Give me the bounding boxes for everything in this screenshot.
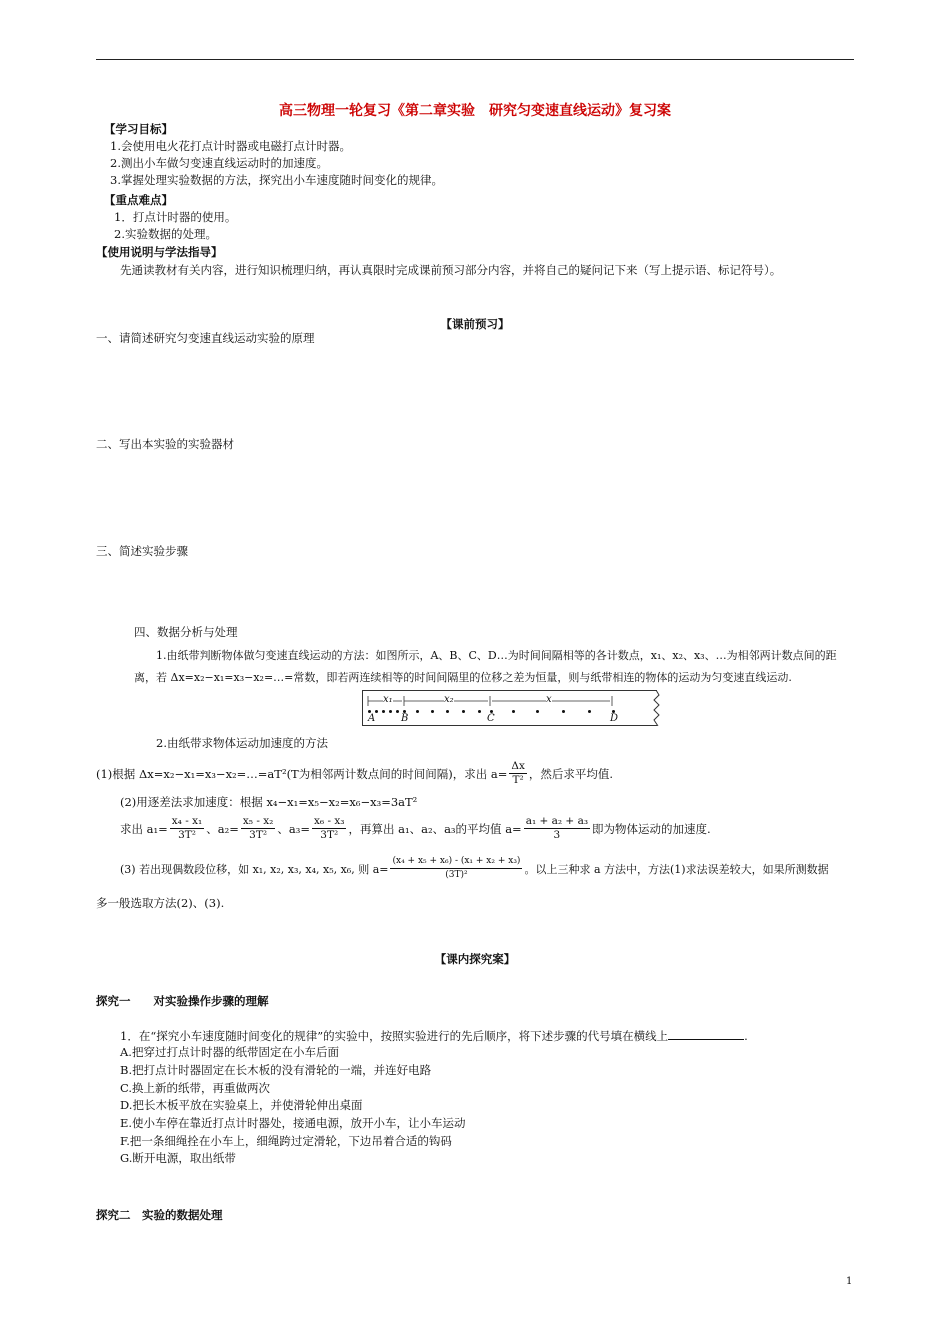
tape-dot [389,710,392,713]
analysis-p1-line1: 1.由纸带判断物体做匀变速直线运动的方法：如图所示，A、B、C、D…为时间间隔相等的各计数点，x₁、x₂、x₃、…为相邻两计数点间的距 [156,649,837,662]
tape-dot [588,710,591,713]
tape-x2-label: x₂ [444,694,454,705]
inquiry-2-heading: 探究二 实验的数据处理 [96,1208,223,1222]
analysis-p2-heading: 2.由纸带求物体运动加速度的方法 [156,736,328,750]
preview-question-2: 二、写出本实验的实验器材 [96,437,234,451]
average-denominator: 3 [553,829,561,841]
average-numerator: a₁ + a₂ + a₃ [525,815,589,827]
step-d: D.把长木板平放在实验桌上，并使滑轮伸出桌面 [120,1098,363,1112]
tape-dot [396,710,399,713]
method-1-denominator: T² [512,774,524,786]
step-c: C.换上新的纸带，再重做两次 [120,1081,271,1095]
tape-dot [382,710,385,713]
method-2-line1: (2)用逐差法求加速度：根据 x₄−x₁=x₅−x₂=x₆−x₃=3aT² [120,795,418,809]
method-1-text: (1)根据 Δx=x₂−x₁=x₃−x₂=…=aT²(T为相邻两计数点间的时间间隔)，求出 a= [96,766,508,781]
a3-fraction [312,815,347,842]
analysis-p1-line2: 离，若 Δx=x₂−x₁=x₃−x₂=…=常数，即若两连续相等的时间间隔里的位移之差为恒量，则与纸带相连的物体的运动为匀变速直线运动. [134,671,792,684]
header-rule [96,59,854,60]
a1-denominator: 3T² [178,829,196,841]
method-2-sep-1: 、a₂= [206,821,239,836]
guide-text: 先通读教材有关内容，进行知识梳理归纳，再认真限时完成课前预习部分内容，并将自己的疑问记下来（写上提示语、标记符号）。 [120,263,782,277]
method-3-suffix: 。以上三种求 a 方法中，方法(1)求法误差较大，如果所测数据 [524,862,829,876]
step-g: G.断开电源，取出纸带 [120,1151,236,1165]
page-title: 高三物理一轮复习《第二章实验 研究匀变速直线运动》复习案 [279,103,671,119]
a1-numerator: x₄ - x₁ [171,815,203,827]
method-2-prefix: 求出 a₁= [120,821,168,836]
step-a: A.把穿过打点计时器的纸带固定在小车后面 [120,1045,339,1059]
key-point-2: 2.实验数据的处理。 [114,227,217,241]
tape-dot [375,710,378,713]
method-1-numerator: Δx [511,760,525,772]
average-fraction [524,815,590,842]
inquiry-1-question [120,1028,748,1044]
tape-label-b: B [401,713,409,724]
tape-dot [478,710,481,713]
key-point-1: 1．打点计时器的使用。 [114,210,237,224]
inquiry-1-heading: 探究一 对实验操作步骤的理解 [96,994,269,1008]
preview-question-3: 三、简述实验步骤 [96,544,188,558]
method-1-fraction [509,760,527,787]
tape-x-label: x [546,694,552,705]
method-3-denominator: (3T)² [445,870,468,880]
key-points-heading: 【重点难点】 [104,193,173,207]
tape-label-d: D [610,713,619,724]
method-2-sep-3: ，再算出 a₁、a₂、a₃的平均值 a= [348,821,522,836]
guide-heading: 【使用说明与学法指导】 [96,245,223,259]
tape-x1-label: x₁ [383,694,393,705]
preview-question-1: 一、请简述研究匀变速直线运动实验的原理 [96,331,315,345]
tape-dot [512,710,515,713]
a3-numerator: x₆ - x₃ [313,815,345,827]
method-1 [96,760,613,787]
question-end: . [744,1029,748,1043]
step-f: F.把一条细绳拴在小车上，细绳跨过定滑轮，下边吊着合适的钩码 [120,1134,452,1148]
goals-heading: 【学习目标】 [104,122,173,136]
explore-heading: 【课内探究案】 [434,952,516,966]
method-1-suffix: ，然后求平均值. [528,766,614,781]
tape-interval-arrows [362,694,656,708]
a2-numerator: x₅ - x₂ [242,815,274,827]
goal-item-3: 3.掌握处理实验数据的方法，探究出小车速度随时间变化的规律。 [110,173,443,187]
method-2-suffix: 即为物体运动的加速度. [592,821,711,836]
a1-fraction [170,815,205,842]
method-3-numerator: (x₄ + x₅ + x₆) - (x₁ + x₂ + x₃) [390,855,522,869]
tape-dot [536,710,539,713]
preview-question-4: 四、数据分析与处理 [134,625,238,639]
method-3 [120,855,829,882]
method-3-line2: 多一般选取方法(2)、(3). [96,896,225,910]
page-number: 1 [846,1276,853,1287]
a2-denominator: 3T² [249,829,268,841]
tape-label-c: C [487,713,495,724]
step-e: E.使小车停在靠近打点计时器处，接通电源，放开小车，让小车运动 [120,1116,466,1130]
a2-fraction [241,815,276,842]
tape-label-a: A [368,713,376,724]
tape-dot [446,710,449,713]
a3-denominator: 3T² [320,829,339,841]
answer-blank[interactable] [668,1028,744,1040]
tape-dot [462,710,465,713]
method-2-sep-2: 、a₃= [277,821,310,836]
question-text: 1．在“探究小车速度随时间变化的规律”的实验中，按照实验进行的先后顺序，将下述步骤的代号填在横线上 [120,1029,669,1043]
preview-heading: 【课前预习】 [440,317,510,331]
step-b: B.把打点计时器固定在长木板的没有滑轮的一端，并连好电路 [120,1063,432,1077]
tape-dot [431,710,434,713]
method-3-prefix: (3) 若出现偶数段位移，如 x₁, x₂, x₃, x₄, x₅, x₆, 则 a= [120,862,389,876]
method-3-fraction [390,855,522,882]
method-2-formulas [120,815,711,842]
tape-dot [562,710,565,713]
goal-item-1: 1.会使用电火花打点计时器或电磁打点计时器。 [110,139,351,153]
tape-dot [416,710,419,713]
goal-item-2: 2.测出小车做匀变速直线运动时的加速度。 [110,156,328,170]
